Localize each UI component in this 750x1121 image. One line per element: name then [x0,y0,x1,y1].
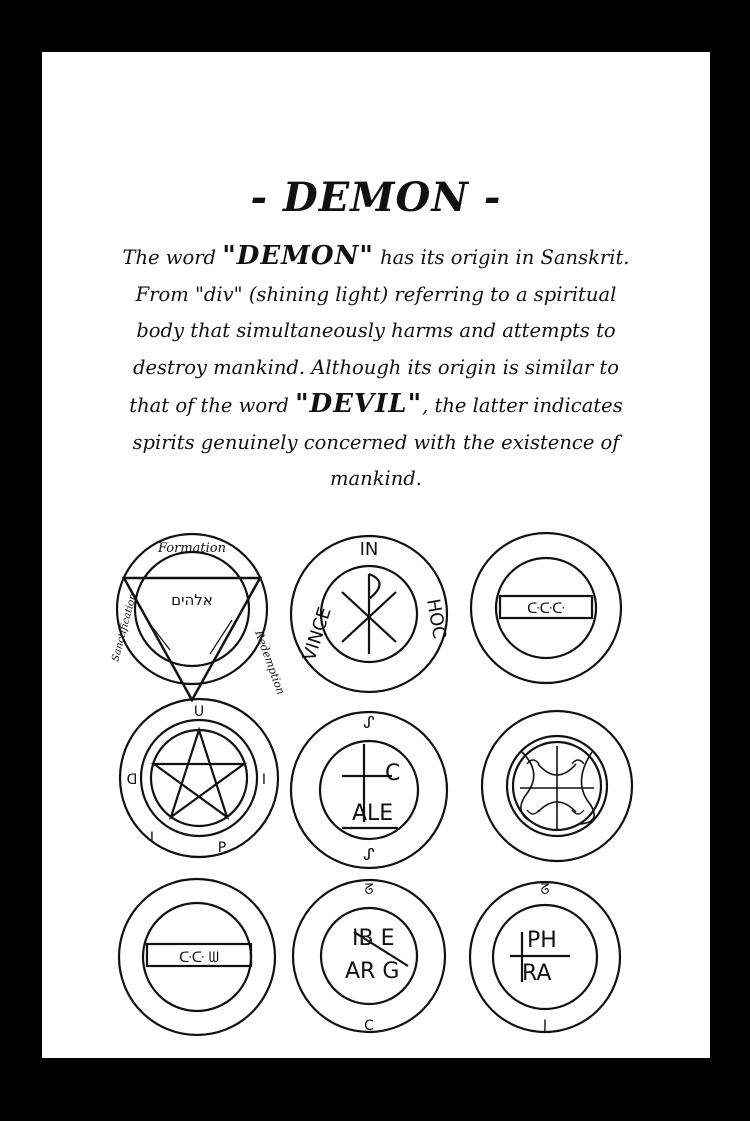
seal-2-left-text: VINCE [298,604,336,664]
seal-8-bottom-glyph: C [364,1018,374,1034]
seal-9-line-2: RA [522,961,552,986]
paragraph-line-3: body that simultaneously harms and attempts to [136,319,616,342]
seal-4-lower-left-glyph: I [149,830,155,846]
seal-5-top-glyph: ᔑ [363,713,375,732]
seal-5-bottom-glyph: ᔑ [363,845,375,864]
paragraph-line-2: From "div" (shining light) referring to a spiritual [135,282,617,306]
seal-8 [293,880,445,1032]
seal-8-top-glyph: ᘔ [364,882,374,898]
seal-8-line-2: AR G [345,959,400,984]
page [42,52,710,1058]
seal-1-hebrew: אלהים [171,591,213,609]
word-demon: "DEMON" [222,241,374,271]
seal-4-right-glyph: I [261,772,267,788]
line1-prefix: The word [122,246,223,269]
seal-9-top-glyph: ᘔ [540,882,550,898]
word-devil: "DEVIL" [295,389,423,419]
seal-9-bottom-glyph: J [542,1018,548,1034]
seal-8-line-1: IB E [352,926,395,951]
seals-illustration [42,52,710,1058]
seal-4-top-glyph: ᑌ [193,704,205,720]
seal-1-right-text: Redemption [252,628,288,697]
paragraph-line-7: mankind. [330,467,422,490]
seal-9 [470,882,620,1032]
seal-1-top-text: Formation [157,541,227,556]
seal-7-inner-text: ᑢᑢ ᗯ [179,950,219,966]
line5-suffix: , the latter indicates [422,394,623,417]
seal-1-triangle [117,534,267,700]
seal-2-top-text: IN [359,539,379,560]
page-title: - DEMON - [250,174,502,221]
paragraph-line-4: destroy mankind. Although its origin is similar to [133,355,619,379]
seal-5-line-1: C [385,761,401,786]
seal-3-inner-text: ᑢᑢᑢ [527,601,565,617]
seal-4-pentagram [120,699,278,857]
seal-9-line-1: PH [527,928,557,953]
seal-1-left-text: Sanctification [110,592,140,663]
seal-6-emblem [482,711,632,861]
line5-prefix: that of the word [129,394,296,417]
seal-4-left-glyph: ᗡ [126,772,138,788]
seal-5-line-2: ALE [352,801,394,826]
seal-2-right-text: HOC [422,597,450,641]
line1-suffix: has its origin in Sanskrit. [373,246,630,269]
seal-4-bottom-glyph: P [217,840,227,856]
paragraph-line-6: spirits genuinely concerned with the existence of [132,430,620,454]
